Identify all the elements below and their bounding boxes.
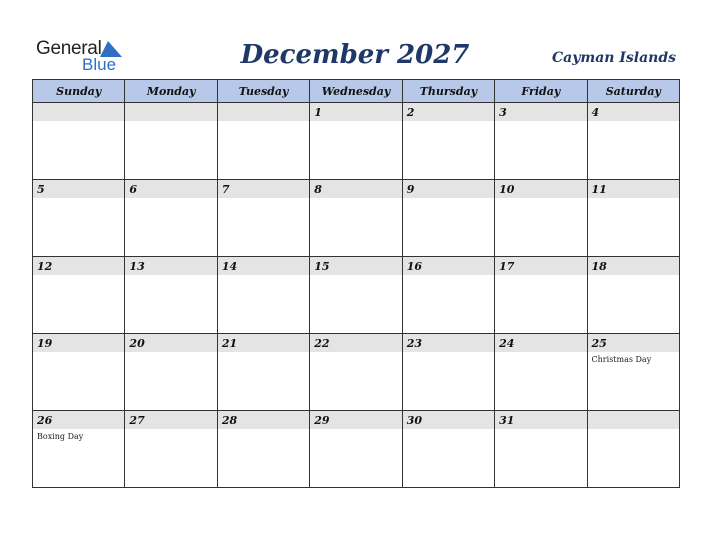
day-number: 6 — [129, 183, 138, 196]
generalblue-logo — [36, 38, 136, 78]
day-cell — [402, 257, 494, 334]
country-name: Cayman Islands — [552, 50, 676, 66]
day-number-bar — [403, 180, 494, 198]
day-number-bar — [125, 180, 216, 198]
day-number: 2 — [406, 106, 415, 119]
day-cell — [310, 103, 402, 180]
day-number-bar — [310, 180, 401, 198]
day-cell — [33, 257, 125, 334]
day-number: 11 — [591, 183, 607, 196]
day-cell — [33, 103, 125, 180]
week-row — [33, 257, 680, 334]
page-title: December 2027 — [240, 40, 470, 70]
day-number: 22 — [314, 337, 330, 350]
weekday-friday: Friday — [495, 80, 587, 103]
day-number: 25 — [591, 337, 607, 350]
day-number: 5 — [37, 183, 45, 196]
day-number: 14 — [221, 260, 238, 273]
day-cell — [310, 180, 402, 257]
weekday-monday: Monday — [125, 80, 217, 103]
day-number: 28 — [221, 414, 238, 427]
day-number-bar — [125, 103, 216, 121]
day-cell — [310, 334, 402, 411]
logo-text-general: General — [36, 38, 102, 59]
day-number: 9 — [406, 183, 415, 196]
day-cell — [33, 334, 125, 411]
weekday-header-row — [33, 80, 680, 103]
holiday-label: Boxing Day — [37, 432, 84, 441]
day-number: 12 — [37, 260, 53, 273]
day-number: 19 — [37, 337, 53, 350]
day-cell — [217, 334, 309, 411]
day-number-bar — [33, 103, 124, 121]
day-cell — [125, 411, 217, 488]
day-number: 24 — [499, 337, 515, 350]
day-number: 16 — [406, 260, 422, 273]
day-cell — [402, 411, 494, 488]
day-cell — [125, 180, 217, 257]
day-cell — [495, 411, 587, 488]
day-number: 3 — [499, 106, 507, 119]
weekday-thursday: Thursday — [402, 80, 494, 103]
day-cell — [587, 334, 679, 411]
holiday-label: Christmas Day — [591, 355, 652, 364]
weekday-tuesday: Tuesday — [217, 80, 309, 103]
day-number: 18 — [591, 260, 607, 273]
logo-text-blue: Blue — [82, 55, 117, 74]
day-cell — [587, 411, 679, 488]
day-cell — [587, 257, 679, 334]
weekday-wednesday: Wednesday — [310, 80, 402, 103]
day-cell — [495, 257, 587, 334]
day-cell — [587, 180, 679, 257]
day-number: 10 — [499, 183, 515, 196]
day-cell — [217, 103, 309, 180]
day-cell — [310, 411, 402, 488]
day-cell — [402, 103, 494, 180]
day-cell — [217, 180, 309, 257]
day-number: 8 — [314, 183, 322, 196]
day-number-bar — [403, 103, 494, 121]
day-cell — [125, 103, 217, 180]
day-number: 27 — [129, 414, 145, 427]
day-number-bar — [218, 103, 309, 121]
day-number-bar — [495, 103, 586, 121]
day-number-bar — [588, 411, 679, 429]
day-cell — [217, 257, 309, 334]
week-row — [33, 334, 680, 411]
day-cell — [33, 411, 125, 488]
day-cell — [402, 334, 494, 411]
day-number: 15 — [314, 260, 330, 273]
day-number: 31 — [499, 414, 515, 427]
weekday-saturday: Saturday — [587, 80, 679, 103]
day-cell — [495, 103, 587, 180]
day-cell — [587, 103, 679, 180]
day-number: 20 — [129, 337, 145, 350]
day-cell — [33, 180, 125, 257]
week-row — [33, 103, 680, 180]
calendar-grid — [32, 79, 680, 488]
day-cell — [217, 411, 309, 488]
week-row — [33, 411, 680, 488]
day-number: 7 — [221, 183, 230, 196]
day-number: 17 — [499, 260, 515, 273]
day-number: 21 — [221, 337, 238, 350]
day-number-bar — [588, 103, 679, 121]
day-cell — [495, 334, 587, 411]
week-row — [33, 180, 680, 257]
day-number: 29 — [314, 414, 330, 427]
day-number-bar — [310, 103, 401, 121]
day-number: 13 — [129, 260, 145, 273]
day-number: 30 — [406, 414, 422, 427]
day-cell — [402, 180, 494, 257]
day-number: 1 — [314, 106, 322, 119]
day-number-bar — [33, 180, 124, 198]
day-number: 23 — [406, 337, 422, 350]
day-number-bar — [218, 180, 309, 198]
day-cell — [310, 257, 402, 334]
day-cell — [125, 334, 217, 411]
day-cell — [495, 180, 587, 257]
day-cell — [125, 257, 217, 334]
weekday-sunday: Sunday — [33, 80, 125, 103]
day-number: 26 — [37, 414, 53, 427]
day-number: 4 — [591, 106, 600, 119]
